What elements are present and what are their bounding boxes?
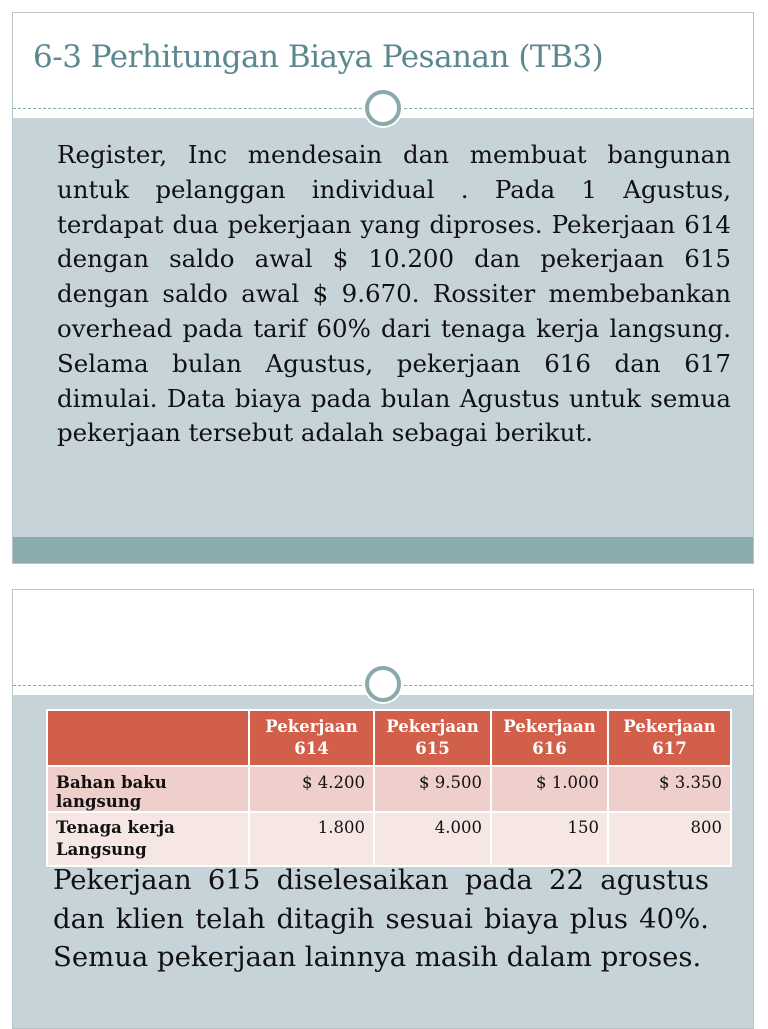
table-cell: $ 9.500 <box>374 766 491 812</box>
table-cell: 4.000 <box>374 812 491 866</box>
row-label: Bahan baku langsung <box>47 766 249 812</box>
table-cell: 150 <box>491 812 608 866</box>
ring-ornament-icon <box>365 666 401 702</box>
table-header-cell: Pekerjaan 614 <box>249 710 374 766</box>
row-label: Tenaga kerja Langsung <box>47 812 249 866</box>
ring-ornament-icon <box>365 90 401 126</box>
slide-2 <box>12 589 754 1029</box>
table-cell: $ 3.350 <box>608 766 731 812</box>
problem-description: Register, Inc mendesain dan membuat bangunan untuk pelanggan individual . Pada 1 Agustus, terdapat dua pekerjaan yang diproses. Pekerjaan 614 dengan saldo awal $ 10.200 dan pekerjaan 615 dengan saldo awal $ 9.670. Rossiter membebankan overhead pada tarif 60% dari tenaga kerja langsung. Selama bulan Agustus, pekerjaan 616 dan 617 dimulai. Data biaya pada bulan Agustus untuk semua pekerjaan tersebut adalah sebagai berikut. <box>57 140 731 448</box>
table-cell: 1.800 <box>249 812 374 866</box>
completion-note: Pekerjaan 615 diselesaikan pada 22 agustus dan klien telah ditagih sesuai biaya plus 40%. Semua pekerjaan lainnya masih dalam proses. <box>53 864 709 973</box>
table-cell: $ 4.200 <box>249 766 374 812</box>
slide-1-content <box>13 118 753 537</box>
table-cell: $ 1.000 <box>491 766 608 812</box>
slide-2-content <box>13 695 753 1028</box>
table-row <box>47 812 731 866</box>
table-header-cell: Pekerjaan 617 <box>608 710 731 766</box>
table-header-cell: Pekerjaan 616 <box>491 710 608 766</box>
slide-1 <box>12 12 754 564</box>
table-header-cell: Pekerjaan 615 <box>374 710 491 766</box>
table-header-row <box>47 710 731 766</box>
job-cost-table <box>46 709 732 867</box>
slide-title: 6-3 Perhitungan Biaya Pesanan (TB3) <box>33 39 604 75</box>
table-cell: 800 <box>608 812 731 866</box>
bottom-band <box>13 537 753 563</box>
table-header-cell <box>47 710 249 766</box>
table-row <box>47 766 731 812</box>
